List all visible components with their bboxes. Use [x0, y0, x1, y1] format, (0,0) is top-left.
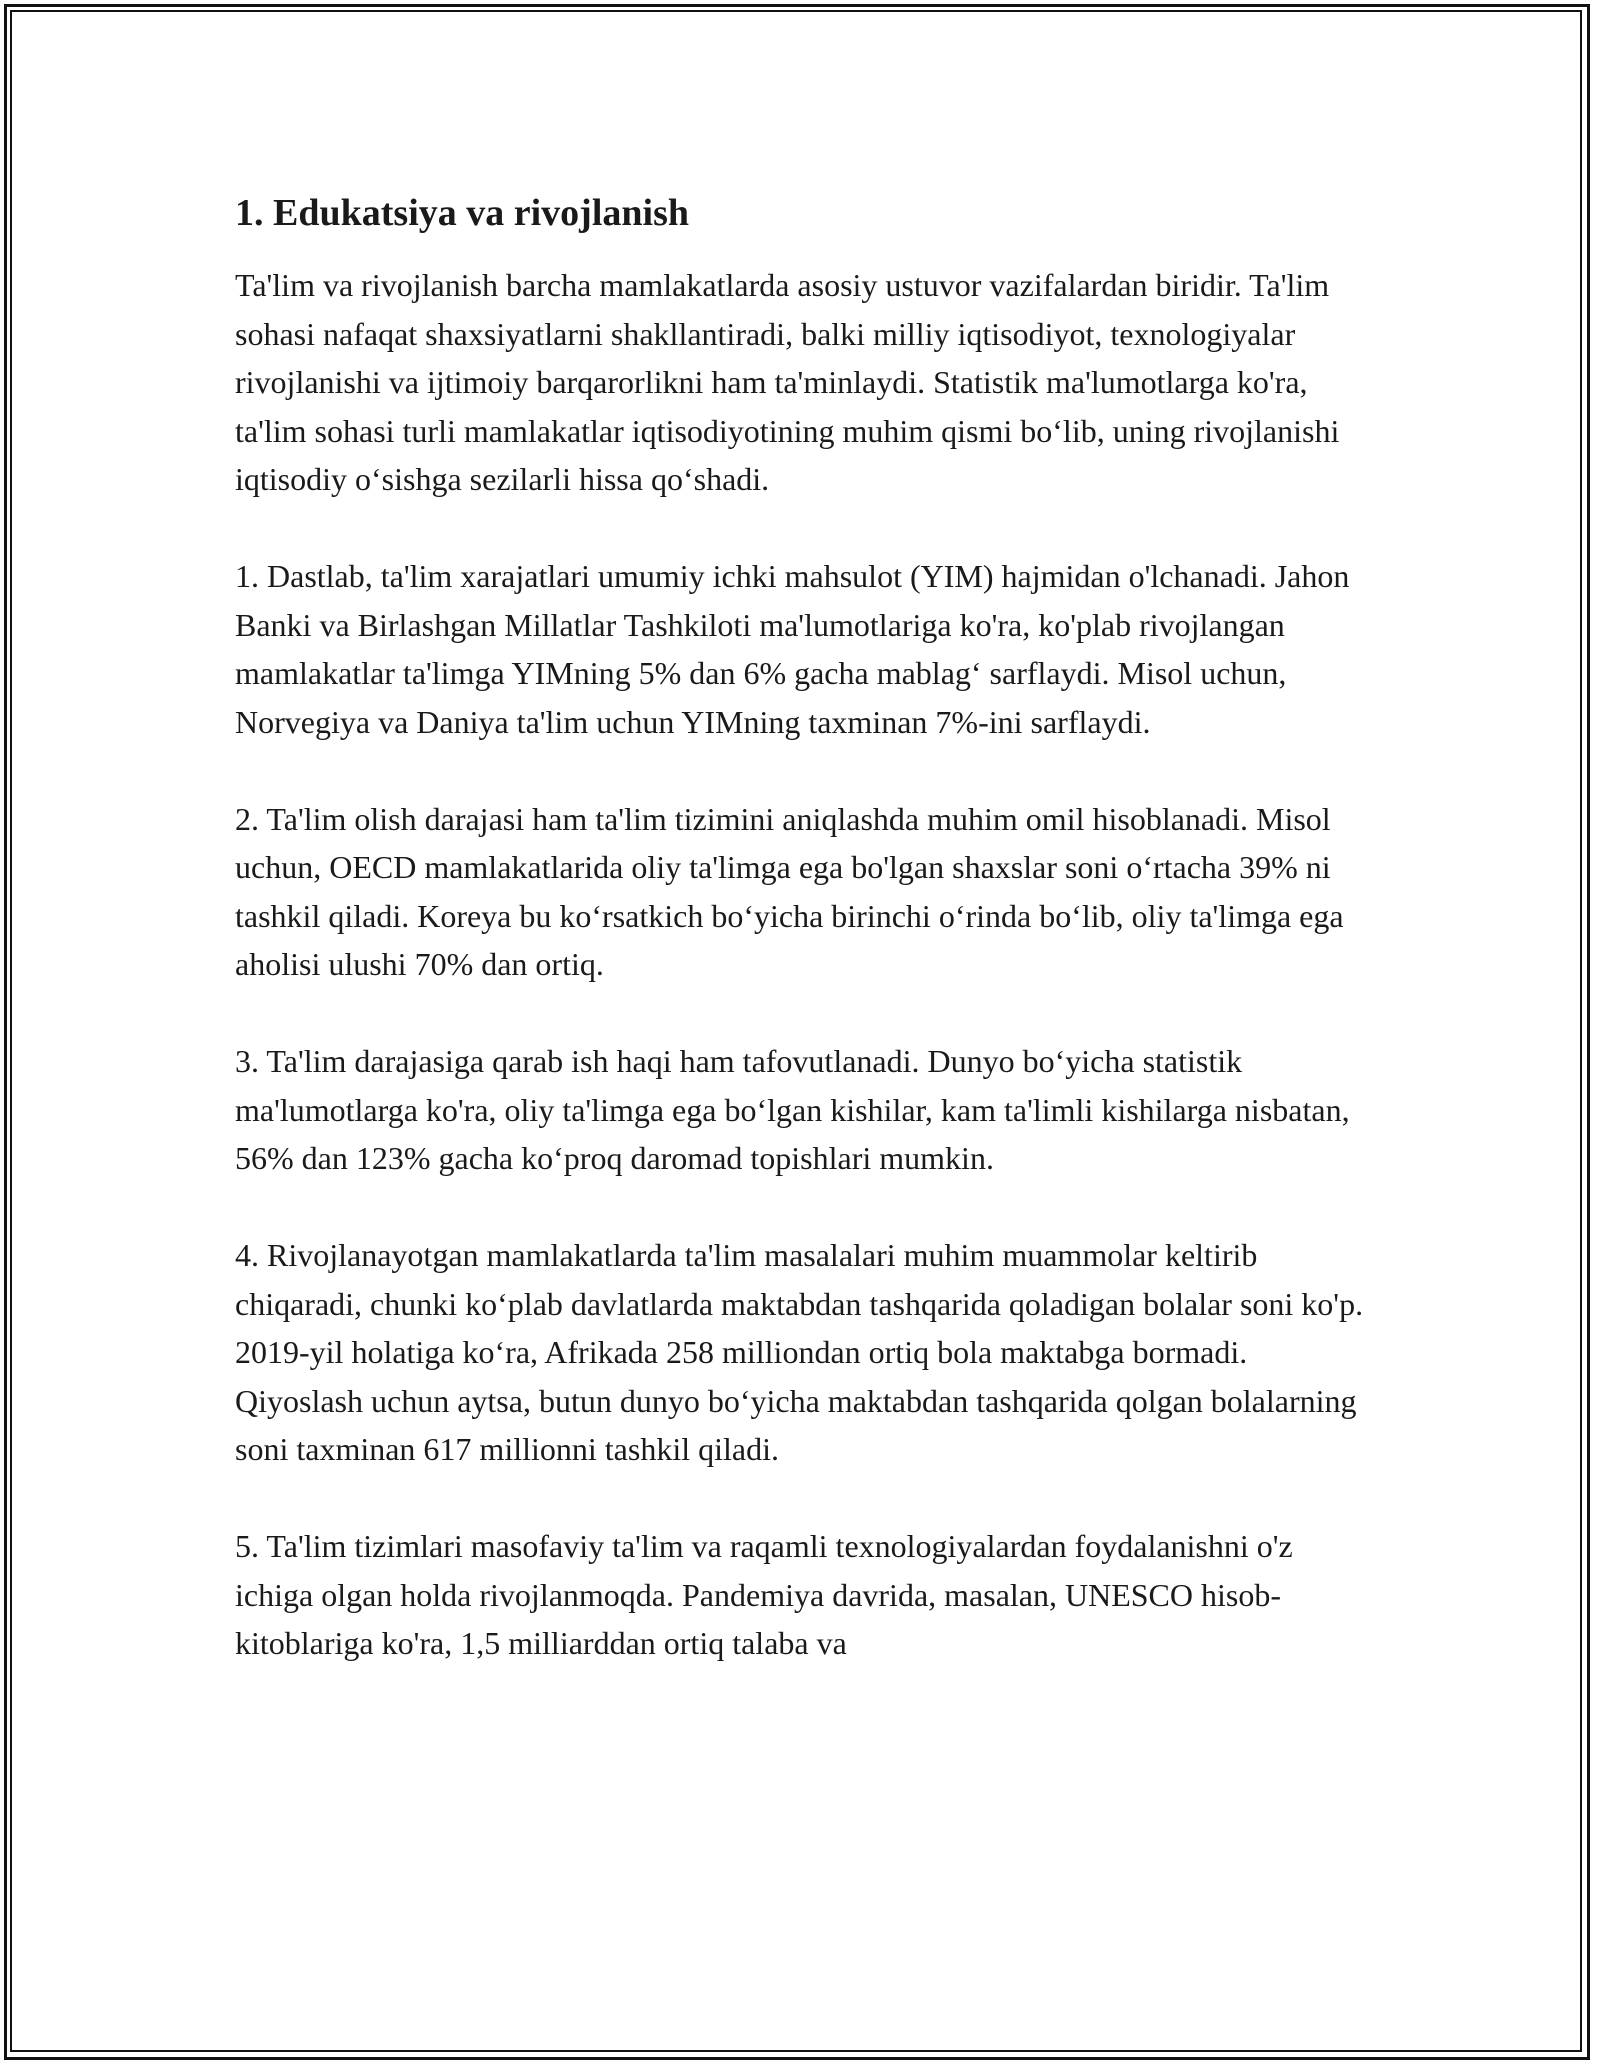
section-heading: 1. Edukatsiya va rivojlanish — [235, 192, 689, 234]
paragraph-point-4: 4. Rivojlanayotgan mamlakatlarda ta'lim masalalari muhim muammolar keltirib chiqaradi, chunki koʻplab davlatlarda maktabdan tashqarida qoladigan bolalar soni ko'p. 2019-yil holatiga koʻra, Afrikada 258 milliondan ortiq bola maktabga bormadi. Qiyoslash uchun aytsa, butun dunyo boʻyicha maktabdan tashqarida qolgan bolalarning soni taxminan 617 millionni tashkil qiladi. — [235, 1237, 1364, 1467]
paragraph-intro: Ta'lim va rivojlanish barcha mamlakatlarda asosiy ustuvor vazifalardan biridir. Ta'lim sohasi nafaqat shaxsiyatlarni shakllantiradi, balki milliy iqtisodiyot, texnologiyalar rivojlanishi va ijtimoiy barqarorlikni ham ta'minlaydi. Statistik ma'lumotlarga ko'ra, ta'lim sohasi turli mamlakatlar iqtisodiyotining muhim qismi boʻlib, uning rivojlanishi iqtisodiy oʻsishga sezilarli hissa qoʻshadi. — [235, 267, 1340, 497]
document-body — [235, 187, 1370, 1716]
paragraph-point-3: 3. Ta'lim darajasiga qarab ish haqi ham tafovutlanadi. Dunyo boʻyicha statistik ma'lumotlarga ko'ra, oliy ta'limga ega boʻlgan kishilar, kam ta'limli kishilarga nisbatan, 56% dan 123% gacha koʻproq daromad topishlari mumkin. — [235, 1043, 1350, 1176]
paragraph-point-1: 1. Dastlab, ta'lim xarajatlari umumiy ichki mahsulot (YIM) hajmidan o'lchanadi. Jahon Banki va Birlashgan Millatlar Tashkiloti ma'lumotlariga ko'ra, ko'plab rivojlangan mamlakatlar ta'limga YIMning 5% dan 6% gacha mablagʻ sarflaydi. Misol uchun, Norvegiya va Daniya ta'lim uchun YIMning taxminan 7%-ini sarflaydi. — [235, 558, 1350, 740]
paragraph-point-2: 2. Ta'lim olish darajasi ham ta'lim tizimini aniqlashda muhim omil hisoblanadi. Misol uchun, OECD mamlakatlarida oliy ta'limga ega bo'lgan shaxslar soni oʻrtacha 39% ni tashkil qiladi. Koreya bu koʻrsatkich boʻyicha birinchi oʻrinda boʻlib, oliy ta'limga ega aholisi ulushi 70% dan ortiq. — [235, 800, 1344, 982]
paragraph-point-5: 5. Ta'lim tizimlari masofaviy ta'lim va raqamli texnologiyalardan foydalanishni o'z ichiga olgan holda rivojlanmoqda. Pandemiya davrida, masalan, UNESCO hisob-kitoblariga ko'ra, 1,5 milliarddan ortiq talaba va — [235, 1528, 1293, 1661]
